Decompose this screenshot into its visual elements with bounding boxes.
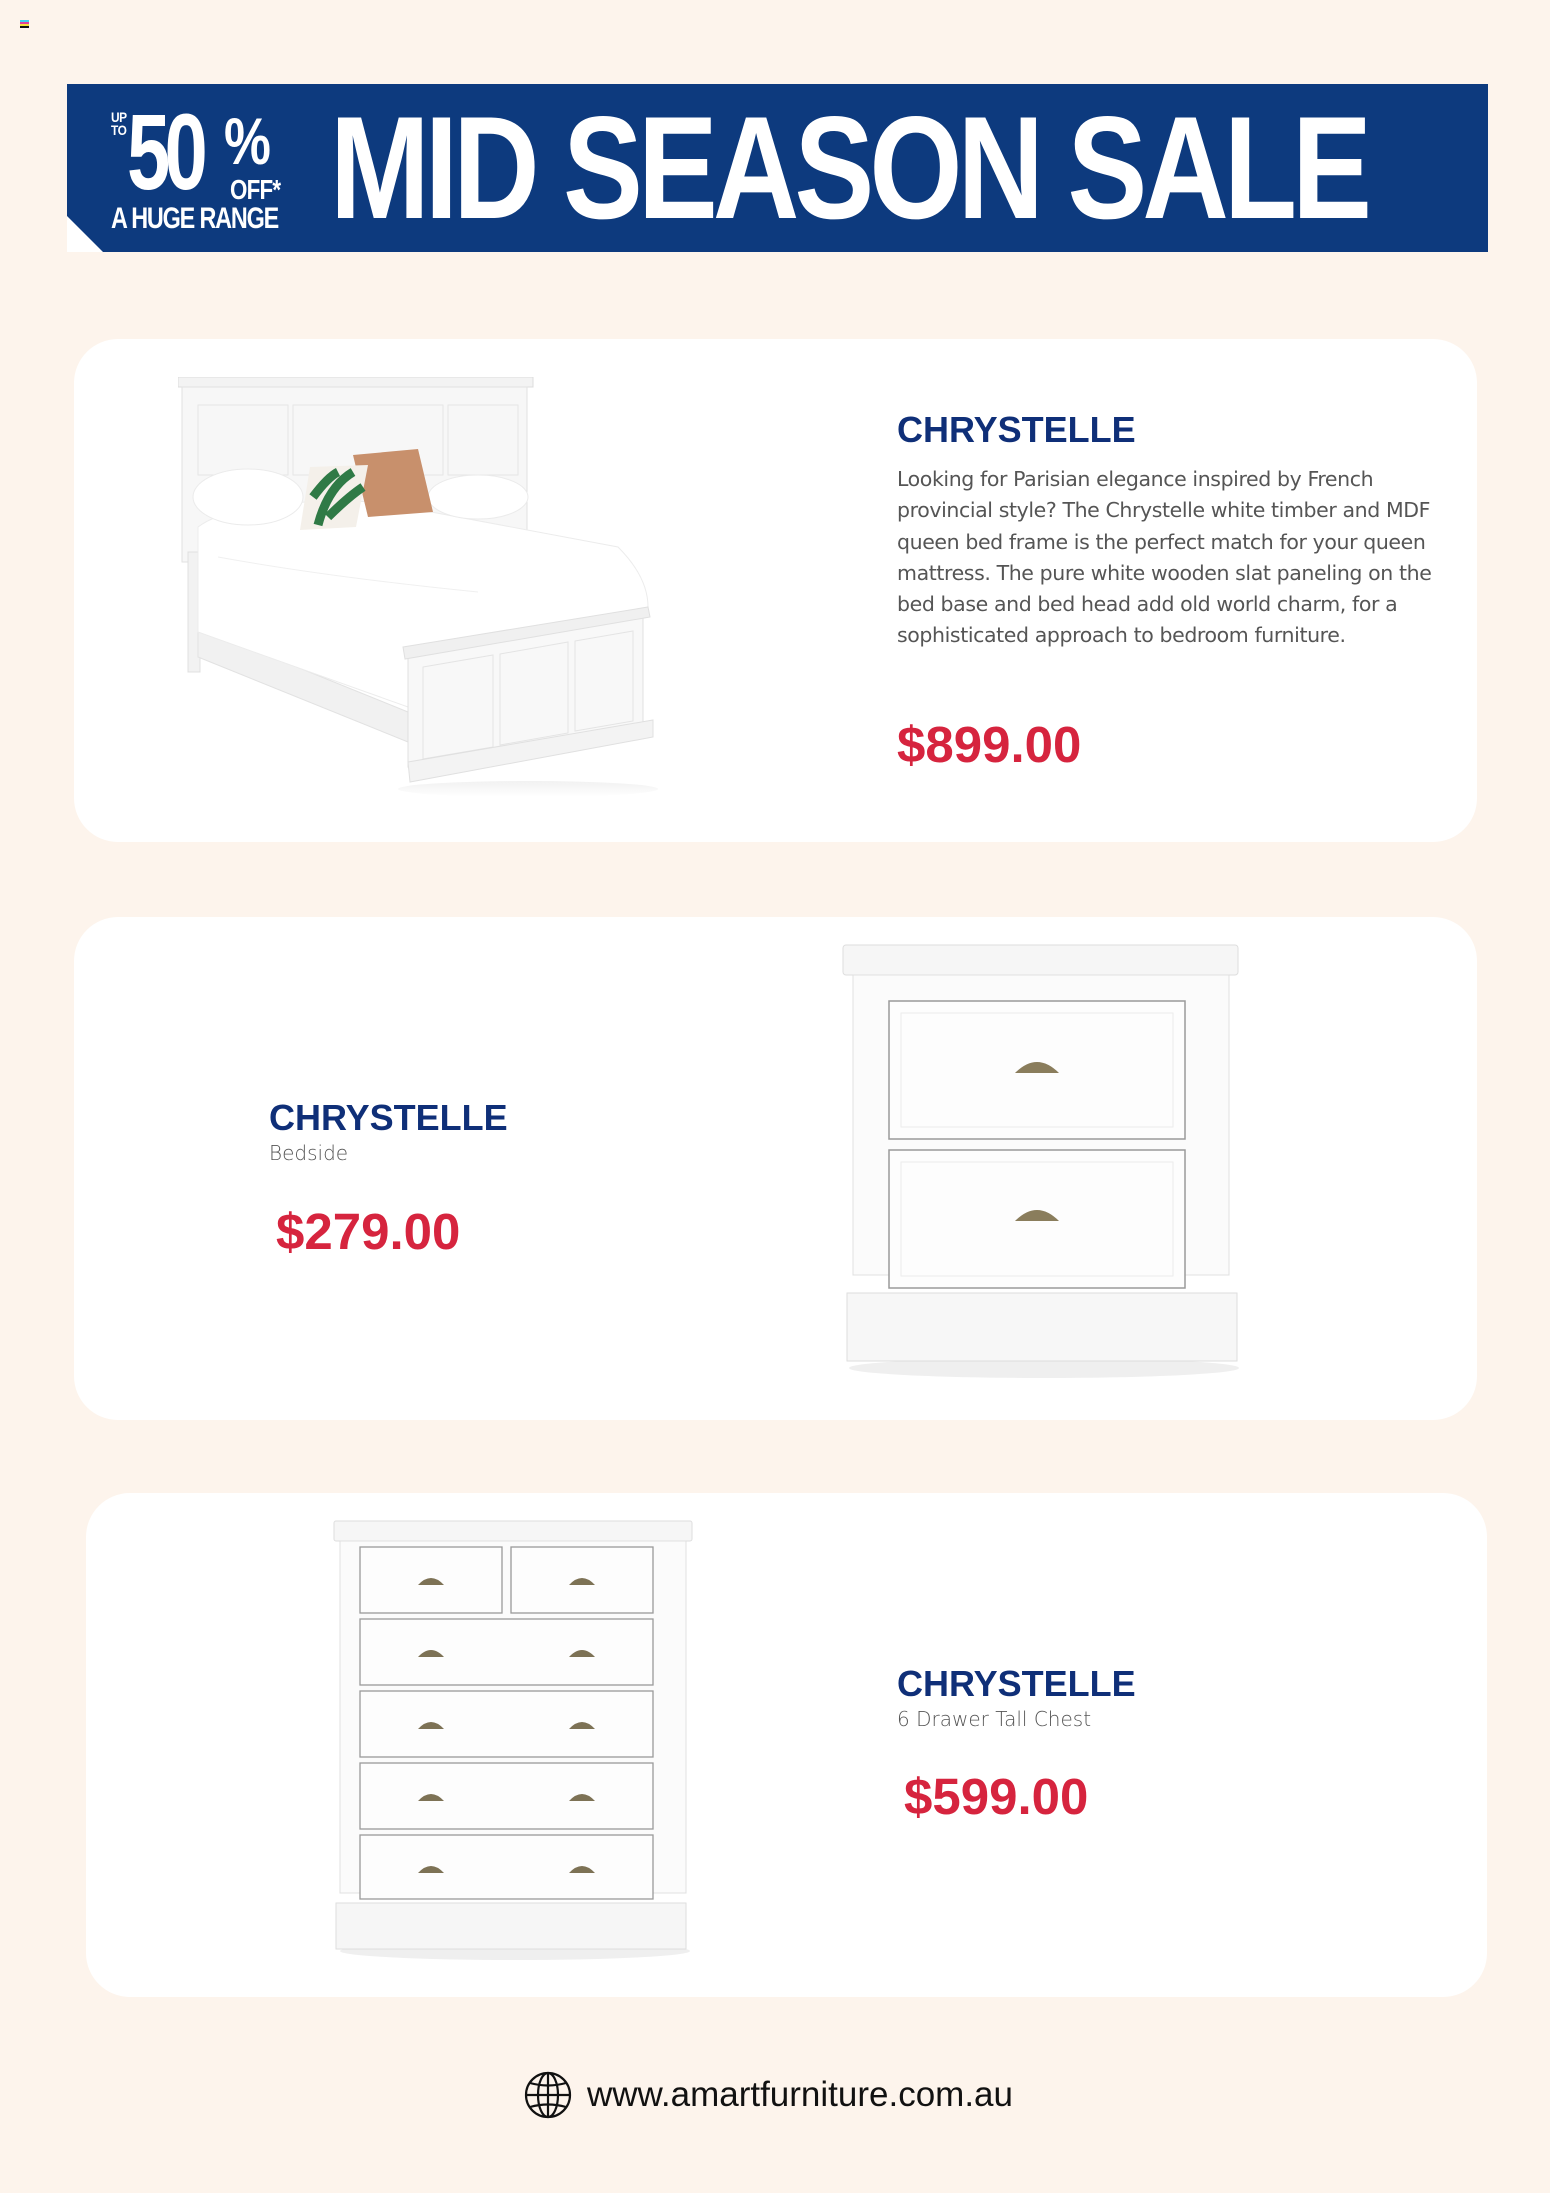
product-card-bedside: [74, 917, 1477, 1420]
product-name: CHRYSTELLE: [897, 409, 1136, 450]
product-price: $599.00: [904, 1768, 1089, 1825]
sale-banner: [67, 84, 1488, 252]
globe-icon: [523, 2070, 573, 2120]
product-description: Looking for Parisian elegance inspired by French provincial style? The Chrystelle white timber and MDF queen bed frame is the perfect match for your queen mattress. The pure white wooden slat paneling on the bed base and bed head add old world charm, for a sophisticated approach to bedroom furniture.: [897, 467, 1432, 648]
tall-chest-image: [330, 1519, 700, 1964]
product-price: $899.00: [897, 716, 1082, 773]
bedside-table-image: [839, 943, 1249, 1383]
product-card-bed: [74, 339, 1477, 842]
range-label: A HUGE RANGE: [111, 202, 279, 235]
product-card-tall-chest: [86, 1493, 1487, 1997]
product-name: CHRYSTELLE: [897, 1663, 1136, 1704]
website-link[interactable]: www.amartfurniture.com.au: [587, 2075, 1013, 2114]
off-label: OFF*: [230, 174, 281, 205]
bed-image: [178, 377, 738, 807]
product-name: CHRYSTELLE: [269, 1097, 508, 1138]
print-registration-mark: [20, 20, 29, 28]
product-price: $279.00: [276, 1203, 461, 1260]
percent-sign: %: [224, 104, 271, 178]
product-subtitle: Bedside: [269, 1141, 349, 1165]
discount-badge: [111, 91, 311, 235]
discount-value: 50: [127, 91, 202, 212]
up-to-label: UP TO: [111, 109, 127, 138]
product-subtitle: 6 Drawer Tall Chest: [897, 1707, 1092, 1731]
banner-headline: MID SEASON SALE: [330, 86, 1368, 249]
website-footer: [523, 2070, 1013, 2120]
banner-corner-cut: [67, 216, 103, 252]
